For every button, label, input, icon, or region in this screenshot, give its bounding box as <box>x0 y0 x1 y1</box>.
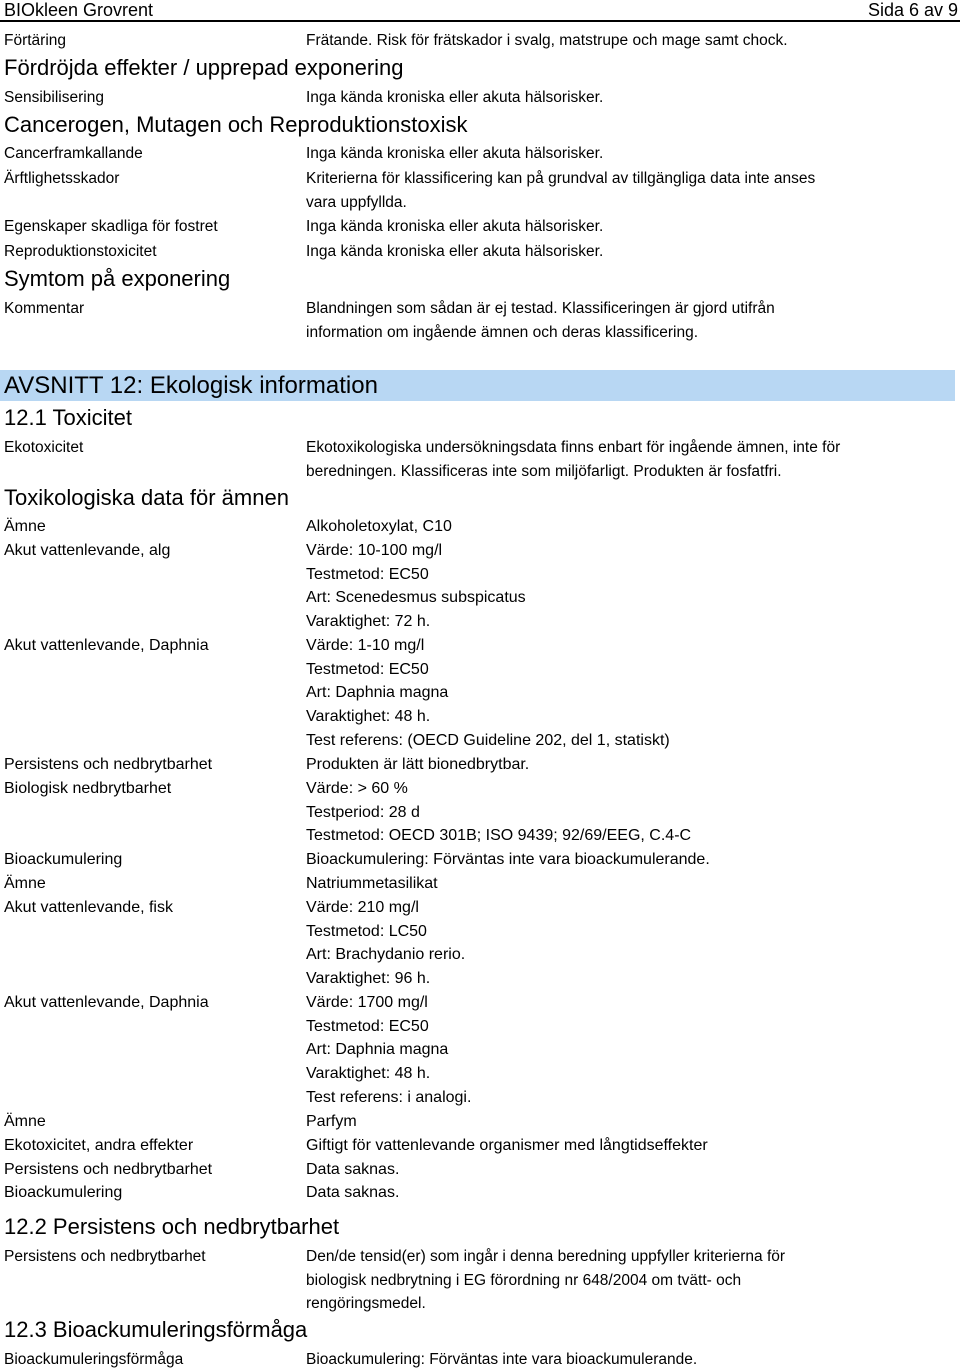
row-label: Akut vattenlevande, alg <box>4 541 171 559</box>
persistence-line-3: rengöringsmedel. <box>306 1295 426 1312</box>
sensitization-value: Inga kända kroniska eller akuta hälsorisker. <box>306 89 604 106</box>
row-value-line: Värde: 10-100 mg/l <box>306 541 443 559</box>
row-value-line: Testmetod: EC50 <box>306 565 429 583</box>
ecotox-value <box>306 436 936 483</box>
row-value-line: Data saknas. <box>306 1160 400 1178</box>
heritable-line-2: vara uppfyllda. <box>306 193 407 211</box>
row-label: Persistens och nedbrytbarhet <box>4 756 213 773</box>
comment-line-1: Blandningen som sådan är ej testad. Klassificeringen är gjord utifrån <box>306 300 775 317</box>
substances-heading: Toxikologiska data för ämnen <box>4 485 289 510</box>
heritable-value <box>306 167 936 214</box>
row-value-line: Varaktighet: 48 h. <box>306 1065 431 1083</box>
row-value <box>306 1181 936 1205</box>
row-value-line: Produkten är lätt bionedbrytbar. <box>306 756 530 773</box>
row-value-line: Testmetod: EC50 <box>306 660 429 678</box>
ecotox-line-2: beredningen. Klassificeras inte som miljöfarligt. Produkten är fosfatfri. <box>306 462 782 480</box>
ingestion-label: Förtäring <box>4 32 67 49</box>
row-value <box>306 1110 936 1134</box>
cmr-heading: Cancerogen, Mutagen och Reproduktionstoxisk <box>4 112 468 137</box>
row-value-line: Varaktighet: 72 h. <box>306 612 431 630</box>
comment-value <box>306 297 936 344</box>
row-label: Ämne <box>4 1113 46 1130</box>
persistence-line-1: Den/de tensid(er) som ingår i denna beredning uppfyller kriterierna för <box>306 1248 786 1265</box>
row-value <box>306 634 936 753</box>
row-value-line: Natriummetasilikat <box>306 875 438 892</box>
row-value-line: Varaktighet: 48 h. <box>306 708 431 726</box>
header-rule <box>0 20 960 22</box>
persistence-label: Persistens och nedbrytbarhet <box>4 1248 206 1265</box>
persistence-value <box>306 1245 936 1316</box>
symptoms-heading: Symtom på exponering <box>4 266 231 291</box>
row-label: Biologisk nedbrytbarhet <box>4 779 172 797</box>
row-value <box>306 872 936 896</box>
bioacc-label: Bioackumuleringsförmåga <box>4 1351 184 1368</box>
reprotox-label: Reproduktionstoxicitet <box>4 243 157 260</box>
row-value <box>306 1158 936 1182</box>
row-value-line: Värde: 210 mg/l <box>306 898 419 916</box>
row-value-line: Alkoholetoxylat, C10 <box>306 518 452 535</box>
row-value-line: Test referens: i analogi. <box>306 1088 472 1106</box>
heritable-label: Ärftlighetsskador <box>4 170 120 187</box>
row-label: Ekotoxicitet, andra effekter <box>4 1136 194 1154</box>
section-12-banner <box>0 370 955 401</box>
ecotox-line-1: Ekotoxikologiska undersökningsdata finns enbart för ingående ämnen, inte för <box>306 439 841 456</box>
fetus-value: Inga kända kroniska eller akuta hälsorisker. <box>306 218 604 235</box>
row-value-line: Varaktighet: 96 h. <box>306 969 431 987</box>
document-title: BIOkleen Grovrent <box>4 0 154 20</box>
row-value-line: Giftigt för vattenlevande organismer med långtidseffekter <box>306 1136 708 1154</box>
row-value <box>306 539 936 634</box>
row-value-line: Art: Daphnia magna <box>306 684 449 702</box>
row-label: Persistens och nedbrytbarhet <box>4 1160 213 1178</box>
comment-label: Kommentar <box>4 300 85 317</box>
row-label: Bioackumulering <box>4 1184 123 1202</box>
row-label: Akut vattenlevande, Daphnia <box>4 637 209 654</box>
row-label: Akut vattenlevande, Daphnia <box>4 994 209 1011</box>
comment-line-2: information om ingående ämnen och deras klassificering. <box>306 323 699 341</box>
row-value-line: Bioackumulering: Förväntas inte vara bioackumulerande. <box>306 851 710 869</box>
row-value-line: Testperiod: 28 d <box>306 803 420 821</box>
row-value <box>306 848 936 872</box>
section-12-title: AVSNITT 12: Ekologisk information <box>4 372 378 399</box>
bioacc-value: Bioackumulering: Förväntas inte vara bioackumulerande. <box>306 1351 698 1368</box>
row-value-line: Art: Brachydanio rerio. <box>306 946 466 964</box>
row-value <box>306 991 936 1110</box>
fetus-label: Egenskaper skadliga för fostret <box>4 218 218 235</box>
page-number: Sida 6 av 9 <box>867 0 958 20</box>
row-value-line: Testmetod: LC50 <box>306 922 427 940</box>
row-value-line: Värde: > 60 % <box>306 779 408 797</box>
row-value <box>306 896 936 991</box>
row-value-line: Värde: 1700 mg/l <box>306 994 428 1011</box>
row-value-line: Test referens: (OECD Guideline 202, del 1, statiskt) <box>306 731 670 749</box>
row-label: Bioackumulering <box>4 851 123 869</box>
row-value-line: Parfym <box>306 1113 357 1130</box>
heritable-line-1: Kriterierna för klassificering kan på grundval av tillgängliga data inte anses <box>306 170 816 187</box>
bioacc-heading: 12.3 Bioackumuleringsförmåga <box>4 1317 308 1342</box>
row-label: Ämne <box>4 518 46 535</box>
toxicity-heading: 12.1 Toxicitet <box>4 405 133 430</box>
row-value-line: Testmetod: OECD 301B; ISO 9439; 92/69/EEG, C.4-C <box>306 827 692 845</box>
row-value <box>306 515 936 539</box>
persistence-heading: 12.2 Persistens och nedbrytbarhet <box>4 1214 340 1239</box>
row-value-line: Data saknas. <box>306 1184 400 1202</box>
delayed-effects-heading: Fördröjda effekter / upprepad exponering <box>4 55 404 80</box>
row-value-line: Värde: 1-10 mg/l <box>306 637 425 654</box>
row-value <box>306 1134 936 1158</box>
ecotox-label: Ekotoxicitet <box>4 439 84 456</box>
row-value-line: Testmetod: EC50 <box>306 1017 429 1035</box>
page-header <box>0 0 960 22</box>
carcinogenic-label: Cancerframkallande <box>4 145 143 162</box>
row-value <box>306 777 936 848</box>
row-value-line: Art: Daphnia magna <box>306 1041 449 1059</box>
ingestion-value: Frätande. Risk för frätskador i svalg, matstrupe och mage samt chock. <box>306 32 788 49</box>
carcinogenic-value: Inga kända kroniska eller akuta hälsorisker. <box>306 145 604 162</box>
persistence-line-2: biologisk nedbrytning i EG förordning nr 648/2004 om tvätt- och <box>306 1271 742 1289</box>
reprotox-value: Inga kända kroniska eller akuta hälsorisker. <box>306 243 604 260</box>
row-value-line: Art: Scenedesmus subspicatus <box>306 589 526 607</box>
row-label: Ämne <box>4 875 46 892</box>
sensitization-label: Sensibilisering <box>4 89 104 106</box>
row-label: Akut vattenlevande, fisk <box>4 898 173 916</box>
row-value <box>306 753 936 777</box>
